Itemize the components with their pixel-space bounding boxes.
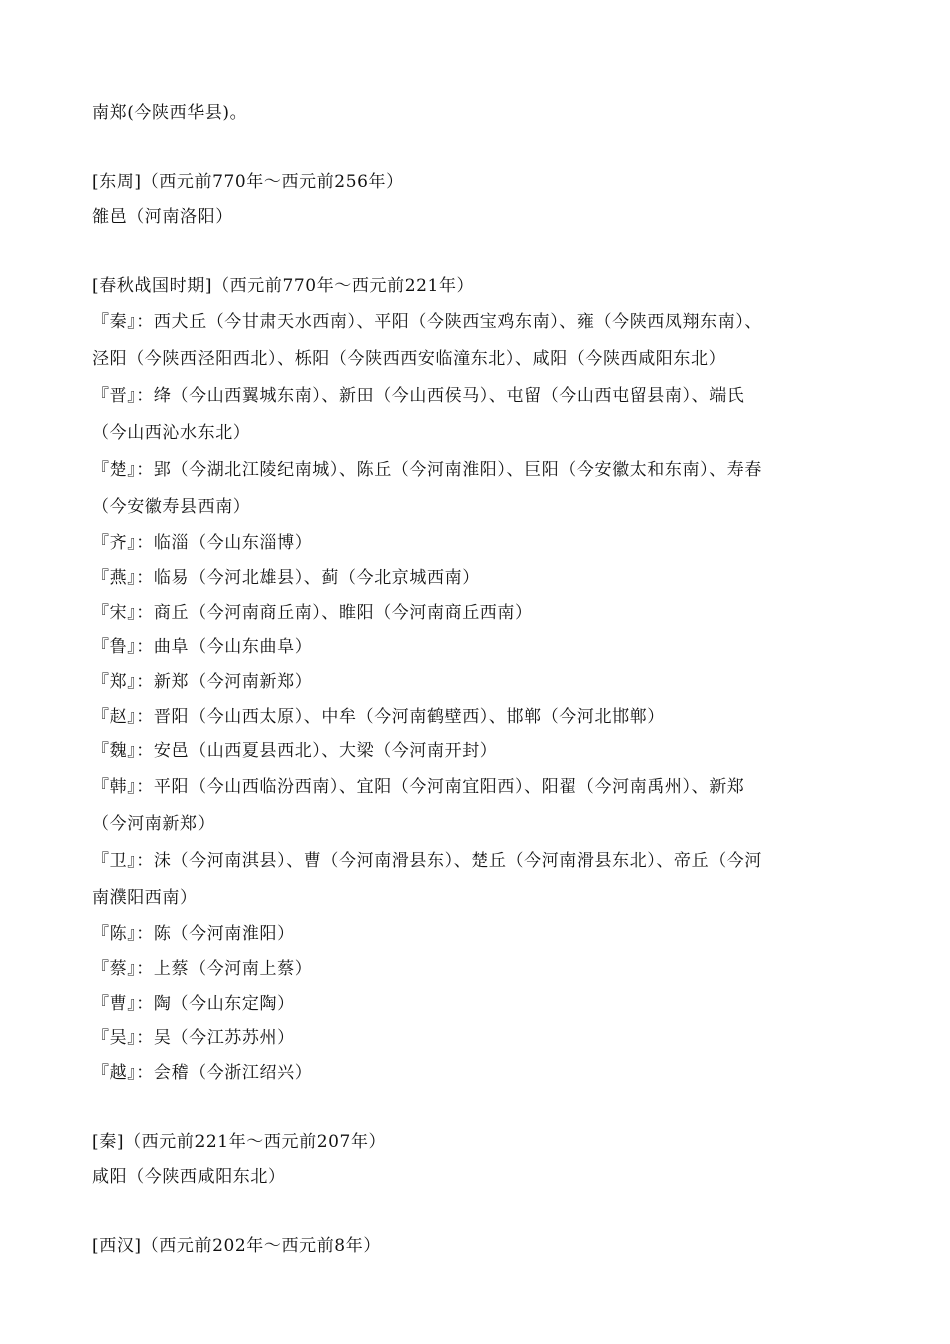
section-heading-xihan: [西汉]（西元前202年～西元前8年） xyxy=(92,1236,381,1257)
text-line-yan: 『燕』：临易（今河北雄县）、蓟（今北京城西南） xyxy=(92,567,480,588)
text-line-qi: 『齐』：临淄（今山东淄博） xyxy=(92,533,313,554)
text-line-cao: 『曹』：陶（今山东定陶） xyxy=(92,993,295,1014)
text-line-wei: 『魏』：安邑（山西夏县西北）、大梁（今河南开封） xyxy=(92,741,498,762)
text-line-yue: 『越』：会稽（今浙江绍兴） xyxy=(92,1062,313,1083)
document-body xyxy=(92,96,872,1264)
section-heading-chunqiu-zhanguo: [春秋战国时期]（西元前770年～西元前221年） xyxy=(92,276,475,297)
text-line-han-cont: （今河南新郑） xyxy=(92,814,216,835)
blank-line xyxy=(92,131,872,166)
text-line-chen: 『陈』：陈（今河南淮阳） xyxy=(92,924,295,945)
text-line-zheng: 『郑』：新郑（今河南新郑） xyxy=(92,672,313,692)
text-line-wey: 『卫』：沬（今河南淇县）、曹（今河南滑县东）、楚丘（今河南滑县东北）、帝丘（今河 xyxy=(92,851,762,872)
text-line-jin-cont: （今山西沁水东北） xyxy=(92,423,251,444)
text-line-jin: 『晋』：绛（今山西翼城东南）、新田（今山西侯马）、屯留（今山西屯留县南）、端氏 xyxy=(92,386,745,407)
text-line-lu: 『鲁』：曲阜（今山东曲阜） xyxy=(92,637,313,658)
text-line: 咸阳（今陕西咸阳东北） xyxy=(92,1167,286,1188)
text-line: 南郑(今陕西华县)。 xyxy=(92,103,248,123)
text-line-song: 『宋』：商丘（今河南商丘南）、睢阳（今河南商丘西南） xyxy=(92,602,533,623)
text-line-han: 『韩』：平阳（今山西临汾西南）、宜阳（今河南宜阳西）、阳翟（今河南禹州）、新郑 xyxy=(92,777,745,798)
section-heading-qin: [秦]（西元前221年～西元前207年） xyxy=(92,1132,387,1153)
blank-line xyxy=(92,1195,872,1230)
text-line-qin: 『秦』：西犬丘（今甘肃天水西南）、平阳（今陕西宝鸡东南）、雍（今陕西凤翔东南）、 xyxy=(92,312,762,333)
text-line-qin-cont: 泾阳（今陕西泾阳西北）、栎阳（今陕西西安临潼东北）、咸阳（今陕西咸阳东北） xyxy=(92,349,727,370)
text-line: 雒邑（河南洛阳） xyxy=(92,207,233,228)
text-line-zhao: 『赵』：晋阳（今山西太原）、中牟（今河南鹤壁西）、邯郸（今河北邯郸） xyxy=(92,706,665,727)
text-line-wey-cont: 南濮阳西南） xyxy=(92,888,198,909)
section-heading-dongzhou: [东周]（西元前770年～西元前256年） xyxy=(92,172,404,193)
blank-line xyxy=(92,235,872,270)
text-line-cai: 『蔡』：上蔡（今河南上蔡） xyxy=(92,958,313,979)
text-line-chu-cont: （今安徽寿县西南） xyxy=(92,497,251,518)
text-line-wu: 『吴』：吴（今江苏苏州） xyxy=(92,1028,295,1049)
text-line-chu: 『楚』：郢（今湖北江陵纪南城）、陈丘（今河南淮阳）、巨阳（今安徽太和东南）、寿春 xyxy=(92,460,762,481)
blank-line xyxy=(92,1091,872,1126)
